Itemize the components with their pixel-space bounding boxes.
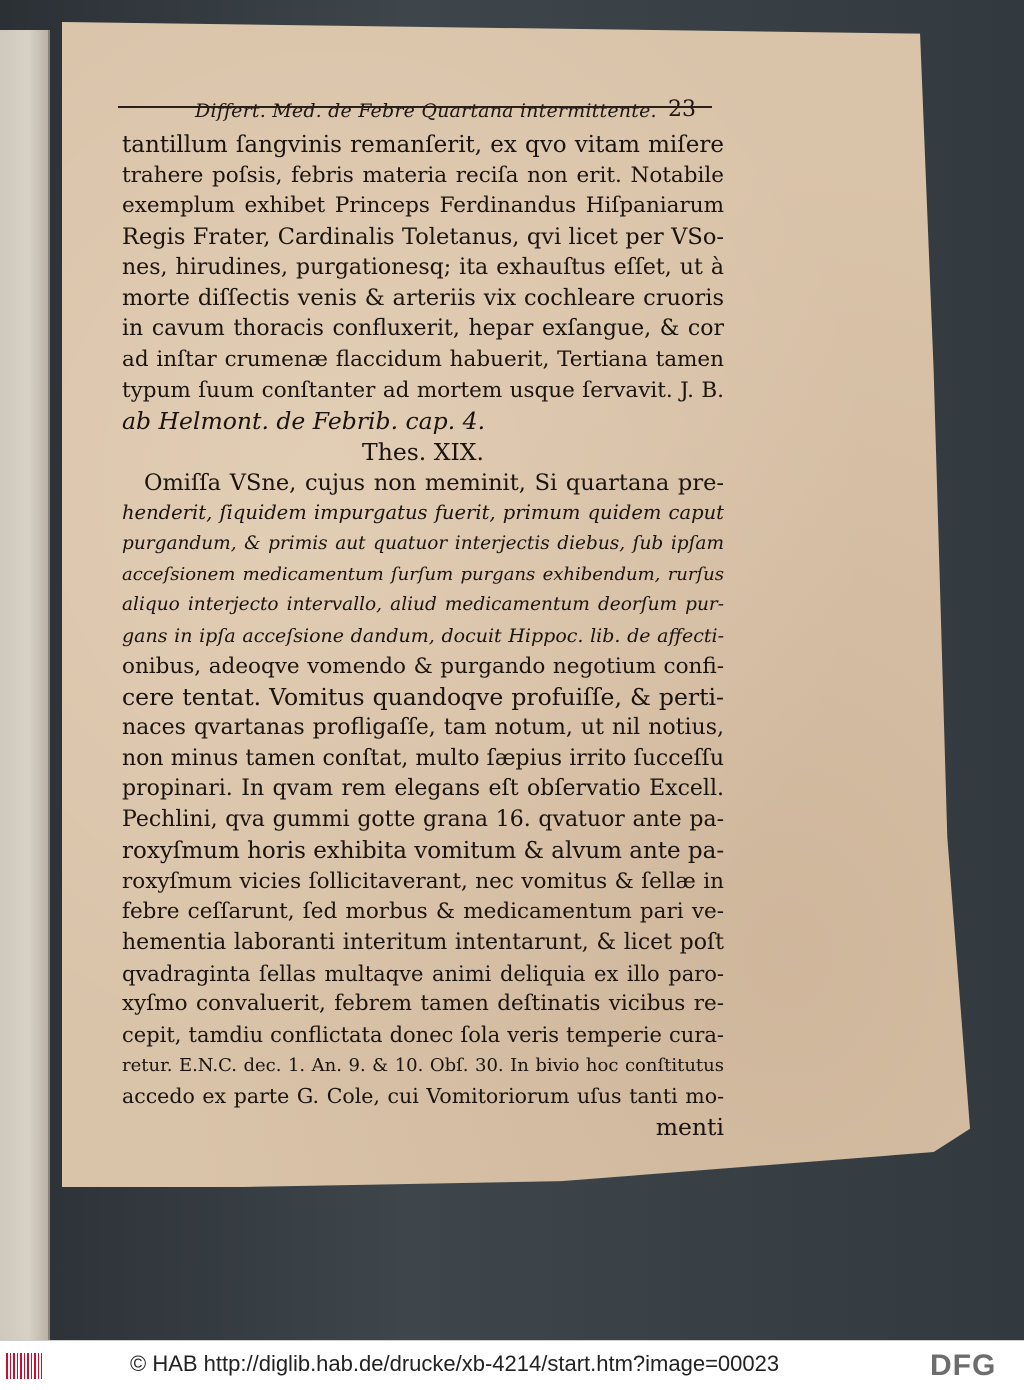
text-line: acceſsionem medicamentum ſurſum purgans exhibendum, rurſus	[122, 563, 724, 585]
text-line: febre ceſſarunt, ſed morbus & medicamentum pari ve-	[122, 899, 724, 925]
text-line: gans in ipſa acceſsione dandum, docuit Hippoc. lib. de affecti-	[122, 625, 724, 647]
text-line: cepit, tamdiu conflictata donec ſola veris temperie cura-	[122, 1022, 724, 1047]
text-line: propinari. In qvam rem elegans eſt obſervatio Excell.	[122, 776, 724, 802]
footer-copyright-link[interactable]: © HAB http://diglib.hab.de/drucke/xb-4214/start.htm?image=00023	[130, 1351, 780, 1376]
thesis-heading: Thes. XIX.	[362, 437, 484, 466]
barcode-icon	[6, 1353, 42, 1379]
catchword: menti	[655, 1113, 724, 1141]
text-line: xyſmo convaluerit, febrem tamen deſtinatis vicibus re-	[122, 991, 724, 1017]
text-line: morte diſſectis venis & arteriis vix cochleare cruoris	[122, 285, 724, 312]
footer-bar	[0, 1340, 1024, 1390]
text-line: exemplum exhibet Princeps Ferdinandus Hiſpaniarum	[122, 193, 724, 219]
text-line: accedo ex parte G. Cole, cui Vomitoriorum uſus tanti mo-	[122, 1084, 724, 1109]
text-line: trahere poſsis, febris materia reciſa non erit. Notabile	[122, 162, 724, 188]
text-line: nes, hirudines, purgationesq; ita exhauſtus eſſet, ut à	[122, 254, 724, 280]
facing-page-edge	[0, 30, 50, 1340]
text-line: henderit, ſiquidem impurgatus fuerit, primum quidem caput	[122, 501, 724, 525]
text-line: roxyſmum horis exhibita vomitum & alvum ante pa-	[122, 837, 725, 864]
page-number: 23	[668, 97, 696, 122]
text-line: roxyſmum vicies ſollicitaverant, nec vomitus & ſellæ in	[122, 868, 724, 894]
text-line: ab Helmont. de Febrib. cap. 4.	[122, 407, 486, 436]
text-line: purgandum, & primis aut quatuor interjectis diebus, ſub ipſam	[122, 532, 724, 554]
running-head: Differt. Med. de Febre Quartana intermittente.	[195, 100, 657, 122]
text-line: Regis Frater, Cardinalis Toletanus, qvi licet per VSo-	[122, 224, 724, 251]
body-text	[122, 130, 724, 1143]
text-line: typum ſuum conſtanter ad mortem usque ſervavit. J. B.	[122, 377, 724, 403]
dfg-logo: DFG	[930, 1349, 997, 1382]
text-line: naces qvartanas profligaſſe, tam notum, ut nil notius,	[122, 715, 724, 741]
text-line: Pechlini, qva gummi gotte grana 16. qvatuor ante pa-	[122, 807, 724, 833]
text-line: cere tentat. Vomitus quandoqve profuiſſe, & perti-	[122, 683, 724, 712]
text-line: onibus, adeoqve vomendo & purgando negotium confi-	[122, 653, 724, 679]
text-line: non minus tamen conſtat, multo ſæpius irrito ſucceſſu	[122, 745, 724, 771]
text-line: ad inſtar crumenæ flaccidum habuerit, Tertiana tamen	[122, 346, 724, 372]
text-line: tantillum ſangvinis remanſerit, ex qvo vitam miſere	[122, 132, 724, 158]
text-line: aliquo interjecto intervallo, aliud medicamentum deorſum pur-	[122, 594, 724, 616]
header-rule	[118, 106, 712, 108]
text-line: Omiſſa VSne, cujus non meminit, Si quartana pre-	[144, 469, 724, 496]
text-line: retur. E.N.C. dec. 1. An. 9. & 10. Obſ. 30. In bivio hoc conſtitutus	[122, 1054, 724, 1076]
text-line: hementia laboranti interitum intentarunt, & licet poſt	[122, 929, 724, 955]
text-line: qvadraginta ſellas multaqve animi deliquia ex illo paro-	[122, 961, 724, 986]
text-line: in cavum thoracis confluxerit, hepar exſangue, & cor	[122, 316, 724, 342]
